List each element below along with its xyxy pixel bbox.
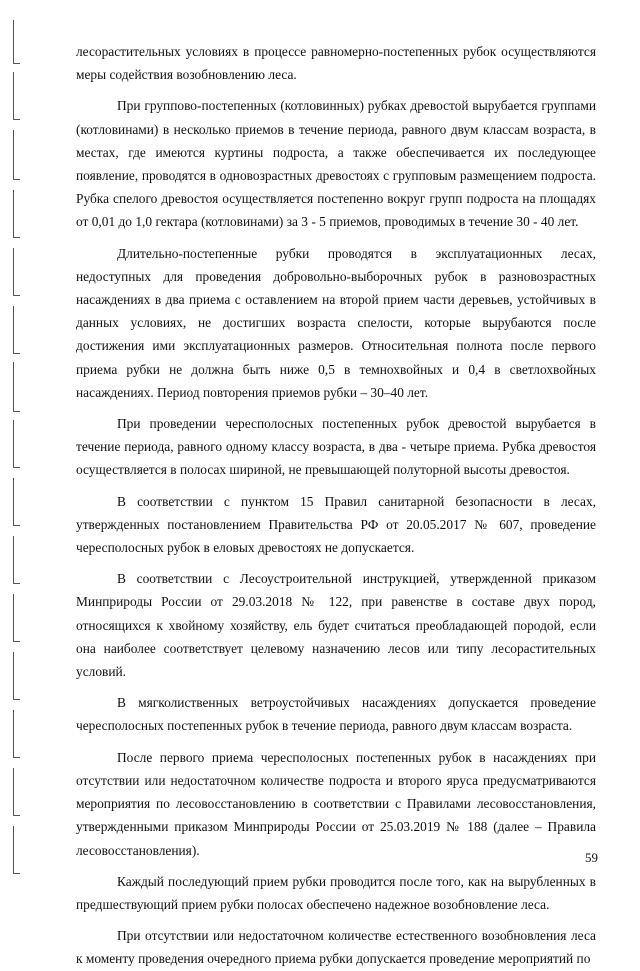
paragraph: При отсутствии или недостаточном количестве естественного возобновления леса к моменту проведения очередного приема рубки допускается проведение мероприятий по [76, 928, 596, 967]
paragraph: В соответствии с Лесоустроительной инструкцией, утвержденной приказом Минприроды России от 29.03.2018 № 122, при равенстве в составе двух пород, относящихся к хвойному хозяйству, ель будет считаться преобладающей породой, если она наиболее соответствует целевому назначению лесов или типу лесорастительных условий. [76, 571, 596, 680]
paragraph: При группово-постепенных (котловинных) рубках древостой вырубается группами (котловинами) в несколько приемов в течение периода, равного двум классам возраста, в местах, где имеются куртины подроста, а также обеспечивается их последующее появление, проводятся в одновозрастных древостоях с групповым размещением подроста. Рубка спелого древостоя осуществляется постепенно вокруг групп подроста на площадях от 0,01 до 1,0 гектара (котловинами) за 3 - 5 приемов, проводимых в течение 30 - 40 лет. [76, 98, 596, 230]
paragraph: Длительно-постепенные рубки проводятся в эксплуатационных лесах, недоступных для проведения добровольно-выборочных рубок в разновозрастных насаждениях в два приема с оставлением на второй прием части деревьев, устойчивых в данных условиях, не достигших возраста спелости, которые вырубаются после достижения ими эксплуатационных размеров. Относительная полнота после первого приема рубки не должна быть ниже 0,5 в темнохвойных и 0,4 в светлохвойных насаждениях. Период повторения приемов рубки – 30–40 лет. [76, 245, 596, 400]
document-body [76, 40, 596, 971]
paragraph: После первого приема чересполосных постепенных рубок в насаждениях при отсутствии или недостаточном количестве подроста и второго яруса предусматриваются мероприятия по лесовосстановлению в соответствии с Правилами лесовосстановления, утвержденными приказом Минприроды России от 25.03.2019 № 188 (далее – Правила лесовосстановления). [76, 749, 596, 858]
paragraph: При проведении чересполосных постепенных рубок древостой вырубается в течение периода, равного одному классу возраста, в два - четыре приема. Рубка древостоя осуществляется в полосах шириной, не превышающей полуторной высоты древостоя. [76, 416, 596, 478]
paragraph: В соответствии с пунктом 15 Правил санитарной безопасности в лесах, утвержденных постановлением Правительства РФ от 20.05.2017 № 607, проведение чересполосных рубок в еловых древостоях не допускается. [76, 493, 596, 556]
page-number: 59 [585, 850, 598, 865]
paragraph: В мягколиственных ветроустойчивых насаждениях допускается проведение чересполосных постепенных рубок в течение периода, равного двум классам возраста. [76, 695, 596, 734]
binding-margin-marks [0, 0, 40, 905]
paragraph: лесорастительных условиях в процессе равномерно-постепенных рубок осуществляются меры содействия возобновлению леса. [76, 44, 596, 83]
paragraph: Каждый последующий прием рубки проводится после того, как на вырубленных в предшествующий прием рубки полосах обеспечено надежное возобновление леса. [76, 873, 596, 912]
